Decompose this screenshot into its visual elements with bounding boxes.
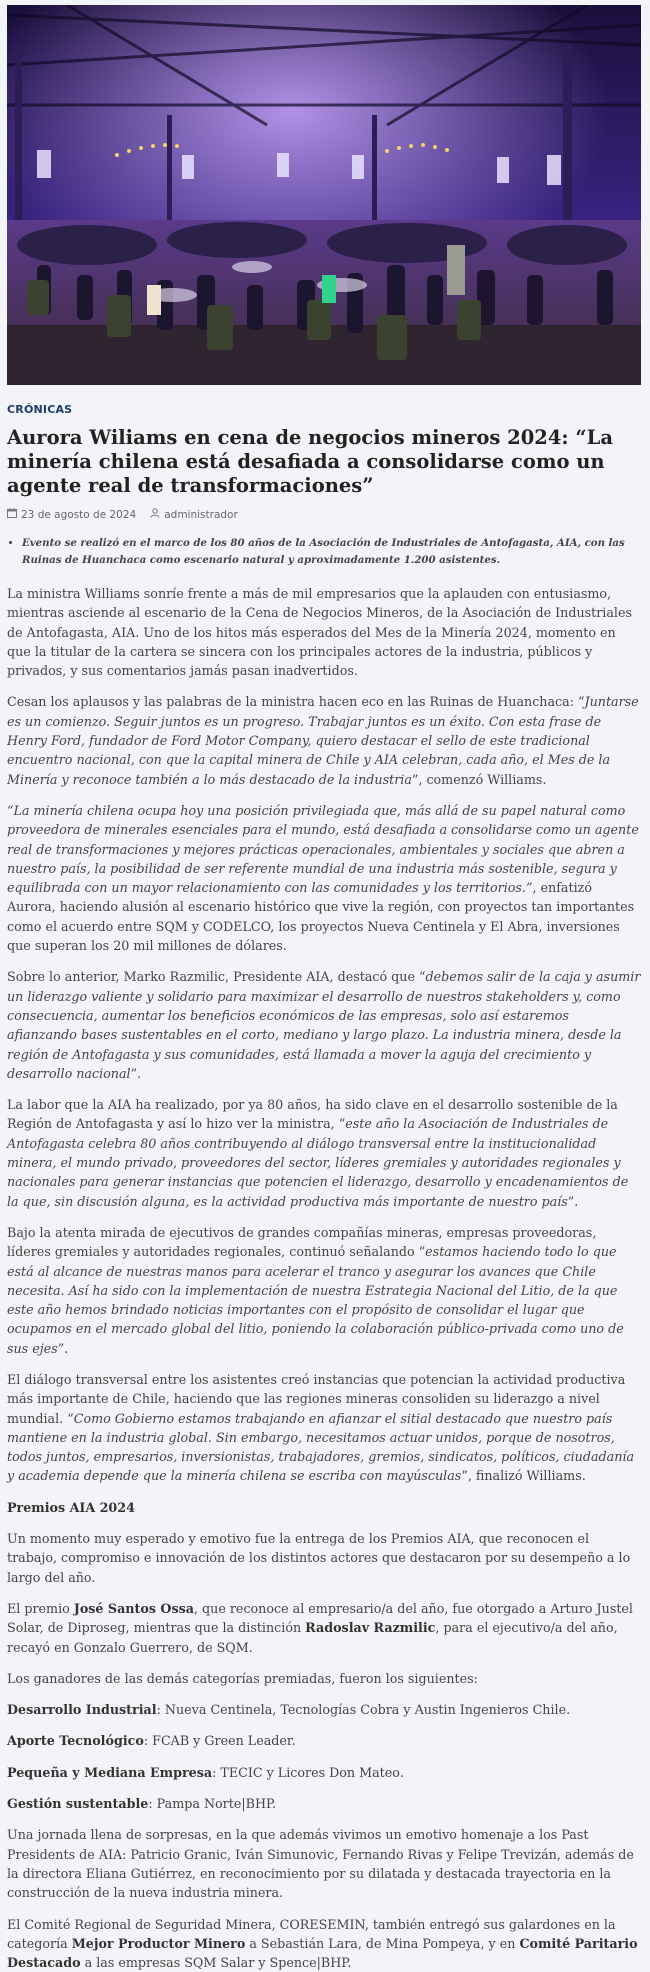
award-category: Desarrollo Industrial: Nueva Centinela, Tecnologías Cobra y Austin Ingenieros Chile.	[7, 1702, 571, 1718]
user-icon	[150, 508, 160, 521]
quote: estamos haciendo todo lo que está al alcance de nuestras manos para acelerar el tranco y asegurar los avances que Chile necesita. Así ha sido con la implementación de nuestra Estrategia Nacional del Litio, de la que este año hemos brindado noticias importantes con el propósito de consolidar el lugar que ocupamos en el mercado global del litio, poniendo la colaboración público-privada como uno de sus ejes	[7, 1244, 624, 1356]
paragraph: Los ganadores de las demás categorías premiadas, fueron los siguientes:	[7, 1670, 478, 1686]
award-category: Gestión sustentable: Pampa Norte|BHP.	[7, 1796, 277, 1812]
paragraph: La labor que la AIA ha realizado, por ya 80 años, ha sido clave en el desarrollo sostenible de la Región de Antofagasta y así lo hizo ver la ministra, “este año la Asociación de Industriales de Antofagasta celebra 80 años contribuyendo al diálogo transversal entre la institucionalidad minera, el mundo privado, proveedores del sector, líderes gremiales y autoridades regionales y nacionales para generar instancias que potencien el liderazgo, desarrollo y encadenamientos de la que, sin discusión alguna, es la actividad productiva más importante de nuestro país”.	[7, 1097, 629, 1209]
article-category[interactable]: CRÓNICAS	[7, 403, 73, 416]
award-category: Pequeña y Mediana Empresa: TECIC y Licores Don Mateo.	[7, 1764, 404, 1780]
award-name: José Santos Ossa	[73, 1600, 194, 1616]
article-date: 23 de agosto de 2024	[21, 508, 137, 521]
quote: “La minería chilena ocupa hoy una posición privilegiada que, más allá de su papel natural como proveedora de minerales esenciales para el mundo, está desafiada a consolidarse como un agente real de transformaciones y mejores prácticas operacionales, ambientales y sociales que abren a nuestro país, la posibilidad de ser referente mundial de una industria más sostenible, segura y equilibrada con un mayor relacionamiento con las comunidades y los territorios.”	[7, 802, 639, 896]
paragraph: Una jornada llena de sorpresas, en la que además vivimos un emotivo homenaje a los Past Presidents de AIA: Patricio Granic, Iván Simunovic, Fernando Rivas y Felipe Trevizán, además de la directora Eliana Gutiérrez, en reconocimiento por su dilatada y destacada trayectoria en la construcción de la nueva industria minera.	[7, 1827, 634, 1901]
hero-image	[7, 5, 641, 385]
paragraph: El premio José Santos Ossa, que reconoce al empresario/a del año, fue otorgado a Arturo Justel Solar, de Diproseg, mientras que la distinción Radoslav Razmilic, para el ejecutivo/a del año, recayó en Gonzalo Guerrero, de SQM.	[7, 1600, 633, 1655]
article-summary	[7, 535, 641, 569]
paragraph: “La minería chilena ocupa hoy una posición privilegiada que, más allá de su papel natural como proveedora de minerales esenciales para el mundo, está desafiada a consolidarse como un agente real de transformaciones y mejores prácticas operacionales, ambientales y sociales que abren a nuestro país, la posibilidad de ser referente mundial de una industria más sostenible, segura y equilibrada con un mayor relacionamiento con las comunidades y los territorios.”, enfatizó Aurora, haciendo alusión al escenario histórico que vive la región, con proyectos tan importantes como el acuerdo entre SQM y CODELCO, los proyectos Nueva Centinela y El Abra, inversiones que superan los 20 mil millones de dólares.	[7, 802, 639, 954]
award-name: Radoslav Razmilic	[305, 1620, 436, 1636]
summary-item: • Evento se realizó en el marco de los 80 años de la Asociación de Industriales de Antofagasta, AIA, con las Ruinas de Huanchaca como escenario natural y aproximadamente 1.200 asistentes.	[22, 535, 641, 569]
article-author[interactable]: administrador	[164, 508, 238, 521]
paragraph: La ministra Williams sonríe frente a más de mil empresarios que la aplauden con entusiasmo, mientras asciende al escenario de la Cena de Negocios Mineros, de la Asociación de Industriales de Antofagasta, AIA. Uno de los hitos más esperados del Mes de la Minería 2024, momento en que la titular de la cartera se sincera con los principales actores de la industria, públicos y privados, y sus comentarios jamás pasan inadvertidos.	[7, 586, 633, 679]
paragraph: Un momento muy esperado y emotivo fue la entrega de los Premios AIA, que reconocen el trabajo, compromiso e innovación de los distintos actores que destacaron por su desempeño a lo largo del año.	[7, 1531, 631, 1585]
article-meta	[7, 508, 641, 521]
calendar-icon	[7, 508, 17, 521]
paragraph: Bajo la atenta mirada de ejecutivos de grandes compañías mineras, empresas proveedoras, líderes gremiales y autoridades regionales, continuó señalando “estamos haciendo todo lo que está al alcance de nuestras manos para acelerar el tranco y asegurar los avances que Chile necesita. Así ha sido con la implementación de nuestra Estrategia Nacional del Litio, de la que este año hemos brindado noticias importantes con el propósito de consolidar el lugar que ocupamos en el mercado global del litio, poniendo la colaboración público-privada como uno de sus ejes”.	[7, 1224, 624, 1356]
quote: Juntarse es un comienzo. Seguir juntos es un progreso. Trabajar juntos es un éxito. Con esta frase de Henry Ford, fundador de Ford Motor Company, quiero destacar el sello de este tradicional encuentro nacional, con que la capital minera de Chile y AIA celebran, cada año, el Mes de la Minería y reconoce también a lo más destacado de la industria	[7, 694, 639, 787]
banquet-hall-photo	[7, 5, 641, 385]
quote: este año la Asociación de Industriales de Antofagasta celebra 80 años contribuyendo al diálogo transversal entre la institucionalidad minera, el mundo privado, proveedores del sector, líderes gremiales y autoridades regionales y nacionales para generar instancias que potencien el liderazgo, desarrollo y encadenamientos de la que, sin discusión alguna, es la actividad productiva más importante de nuestro país	[7, 1116, 629, 1209]
section-heading: Premios AIA 2024	[7, 1499, 135, 1515]
quote: debemos salir de la caja y asumir un liderazgo valiente y solidario para maximizar el desarrollo de nuestros stakeholders y, como consecuencia, aumentar los beneficios económicos de las empresas, solo así estaremos afianzando bases sustentables en el corto, mediano y largo plazo. La industria minera, desde la región de Antofagasta y sus comunidades, está llamada a mover la aguja del crecimiento y desarrollo nacional	[7, 969, 641, 1081]
paragraph: El Comité Regional de Seguridad Minera, CORESEMIN, también entregó sus galardones en la categoría Mejor Productor Minero a Sebastián Lara, de Mina Pompeya, y en Comité Paritario Destacado a las empresas SQM Salar y Spence|BHP.	[7, 1916, 638, 1971]
quote: Como Gobierno estamos trabajando en afianzar el sitial destacado que nuestro país mantiene en la industria global. Sin embargo, necesitamos actuar unidos, porque de nosotros, todos juntos, empresarios, inversionistas, trabajadores, gremios, sindicatos, políticos, ciudadanía y academia depende que la minería chilena se escriba con mayúsculas	[7, 1410, 635, 1484]
article-title: Aurora Wiliams en cena de negocios mineros 2024: “La minería chilena está desafiada a consolidarse como un agente real de transformaciones”	[7, 426, 613, 497]
paragraph: Sobre lo anterior, Marko Razmilic, Presidente AIA, destacó que “debemos salir de la caja y asumir un liderazgo valiente y solidario para maximizar el desarrollo de nuestros stakeholders y, como consecuencia, aumentar los beneficios económicos de las empresas, solo así estaremos afianzando bases sustentables en el corto, mediano y largo plazo. La industria minera, desde la región de Antofagasta y sus comunidades, está llamada a mover la aguja del crecimiento y desarrollo nacional”.	[7, 969, 641, 1081]
article-body	[7, 584, 641, 1972]
paragraph: El diálogo transversal entre los asistentes creó instancias que potencian la actividad productiva más importante de Chile, haciendo que las regiones mineras consoliden su liderazgo a nivel mundial. “Como Gobierno estamos trabajando en afianzar el sitial destacado que nuestro país mantiene en la industria global. Sin embargo, necesitamos actuar unidos, porque de nosotros, todos juntos, empresarios, inversionistas, trabajadores, gremios, sindicatos, políticos, ciudadanía y academia depende que la minería chilena se escriba con mayúsculas”, finalizó Williams.	[7, 1371, 635, 1484]
award-category: Aporte Tecnológico: FCAB y Green Leader.	[7, 1733, 296, 1749]
paragraph: Cesan los aplausos y las palabras de la ministra hacen eco en las Ruinas de Huanchaca: “Juntarse es un comienzo. Seguir juntos es un progreso. Trabajar juntos es un éxito. Con esta frase de Henry Ford, fundador de Ford Motor Company, quiero destacar el sello de este tradicional encuentro nacional, con que la capital minera de Chile y AIA celebran, cada año, el Mes de la Minería y reconoce también a lo más destacado de la industria”, comenzó Williams.	[7, 694, 639, 787]
